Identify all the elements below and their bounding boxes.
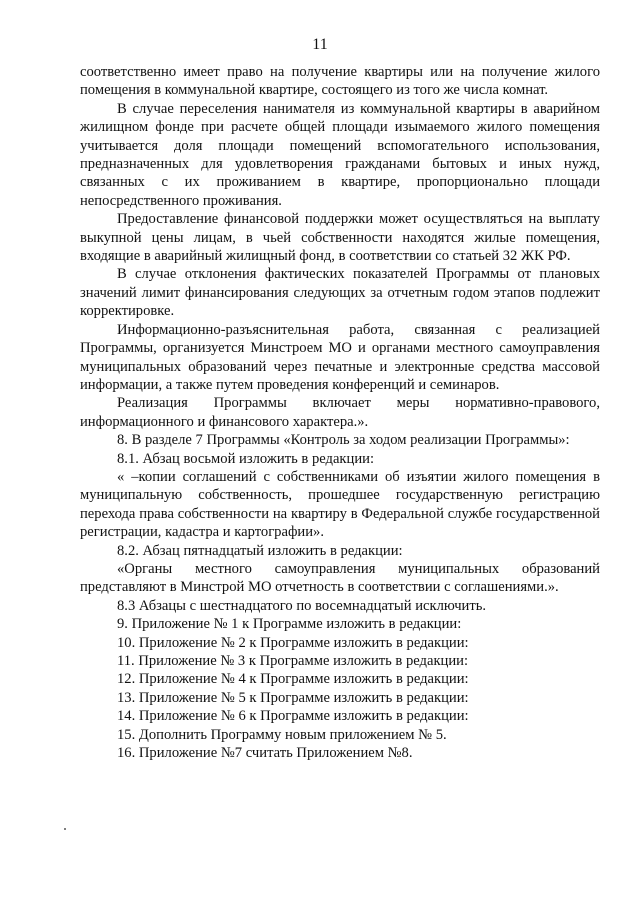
paragraph-item-10: 10. Приложение № 2 к Программе изложить в редакции: <box>117 634 469 651</box>
paragraph-item-8-2: 8.2. Абзац пятнадцатый изложить в редакции: <box>117 542 403 559</box>
paragraph-item-14: 14. Приложение № 6 к Программе изложить в редакции: <box>117 708 469 725</box>
paragraph-item-9: 9. Приложение № 1 к Программе изложить в редакции: <box>117 616 462 633</box>
paragraph-agreement-copies: « –копии соглашений с собственниками об изъятии жилого помещения в муниципальную собственность, прошедшее государственную регистрацию перехода права собственности на квартиру в Федеральной службе государственной регистрации, кадастра и картографии». <box>80 468 600 541</box>
paragraph-relocation: В случае переселения нанимателя из коммунальной квартиры в аварийном жилищном фонде при расчете общей площади изымаемого жилого помещения учитывается доля площади помещений вспомогательного использования, предназначенных для удовлетворения гражданами бытовых и иных нужд, связанных с их проживанием в квартире, пропорционально площади непосредственного проживания. <box>80 100 600 209</box>
document-body <box>80 63 600 762</box>
paragraph-item-16: 16. Приложение №7 считать Приложением №8. <box>117 745 413 762</box>
paragraph-information-work: Информационно-разъяснительная работа, связанная с реализацией Программы, организуется Минстроем МО и органами местного самоуправления муниципальных образований через печатные и электронные средства массовой информации, а также путем проведения конференций и семинаров. <box>80 321 600 393</box>
paragraph-reporting: «Органы местного самоуправления муниципальных образований представляют в Минстрой МО отчетность в соответствии с соглашениями.». <box>80 560 600 596</box>
paragraph-item-8: 8. В разделе 7 Программы «Контроль за ходом реализации Программы»: <box>117 432 570 449</box>
scan-speck <box>64 828 66 830</box>
paragraph-continuation: соответственно имеет право на получение квартиры или на получение жилого помещения в коммунальной квартире, состоящего из того же числа комнат. <box>80 64 600 99</box>
page-number: 11 <box>312 36 328 53</box>
paragraph-item-13: 13. Приложение № 5 к Программе изложить в редакции: <box>117 689 469 706</box>
paragraph-deviation: В случае отклонения фактических показателей Программы от плановых значений лимит финансирования следующих за отчетным годом этапов подлежит корректировке. <box>80 266 600 320</box>
paragraph-financial-support: Предоставление финансовой поддержки может осуществляться на выплату выкупной цены лицам, в чьей собственности находятся жилые помещения, входящие в аварийный жилищный фонд, в соответствии со статьей 32 ЖК РФ. <box>80 211 600 265</box>
paragraph-implementation: Реализация Программы включает меры нормативно-правового, информационного и финансового характера.». <box>80 395 600 430</box>
paragraph-item-15: 15. Дополнить Программу новым приложением № 5. <box>117 726 447 743</box>
paragraph-item-12: 12. Приложение № 4 к Программе изложить в редакции: <box>117 671 469 688</box>
paragraph-item-8-3: 8.3 Абзацы с шестнадцатого по восемнадцатый исключить. <box>117 597 487 614</box>
paragraph-item-8-1: 8.1. Абзац восьмой изложить в редакции: <box>117 450 375 467</box>
paragraph-item-11: 11. Приложение № 3 к Программе изложить в редакции: <box>117 653 469 669</box>
